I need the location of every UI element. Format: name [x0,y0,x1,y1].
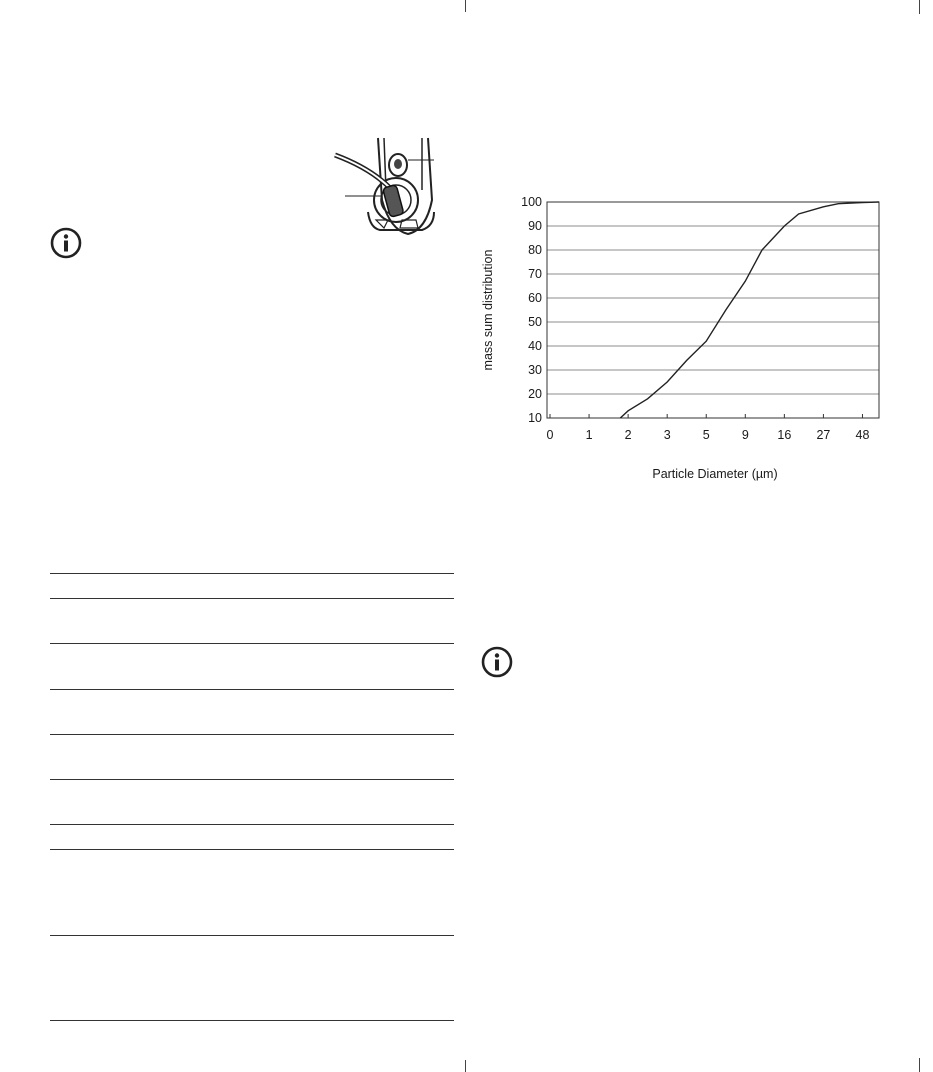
y-tick-label: 80 [528,243,542,257]
crop-mark [465,1060,466,1072]
x-tick-label: 48 [855,428,870,442]
info-icon [481,646,513,678]
table-rule [50,643,454,644]
table-rule [50,1020,454,1021]
sensor-cable-illustration [330,130,440,245]
y-axis-ticks [521,195,542,425]
y-tick-label: 30 [528,363,542,377]
x-tick-label: 3 [663,428,671,442]
table-rule [50,573,454,574]
series-line [620,202,879,418]
x-tick-label: 9 [741,428,749,442]
y-axis-label: mass sum distribution [481,249,495,371]
y-tick-label: 50 [528,315,542,329]
plot-frame [547,202,879,418]
x-axis-label: Particle Diameter (µm) [652,467,778,481]
y-tick-label: 40 [528,339,542,353]
crop-mark [465,0,466,12]
x-tick-label: 27 [816,428,831,442]
x-tick-label: 2 [624,428,632,442]
y-tick-label: 10 [528,411,542,425]
x-tick-label: 0 [546,428,554,442]
y-tick-label: 70 [528,267,542,281]
table-rule [50,779,454,780]
y-tick-label: 90 [528,219,542,233]
x-tick-label: 16 [777,428,792,442]
info-icon [50,227,82,259]
table-rule [50,849,454,850]
y-tick-label: 100 [521,195,542,209]
x-tick-label: 1 [585,428,593,442]
particle-size-chart [470,185,890,490]
table-rule [50,598,454,599]
y-tick-label: 60 [528,291,542,305]
crop-mark [919,0,920,14]
table-rule [50,824,454,825]
table-rule [50,935,454,936]
chart-grid [547,202,879,418]
crop-mark [919,1058,920,1072]
y-tick-label: 20 [528,387,542,401]
table-rule [50,689,454,690]
table-rule [50,734,454,735]
x-tick-label: 5 [702,428,710,442]
